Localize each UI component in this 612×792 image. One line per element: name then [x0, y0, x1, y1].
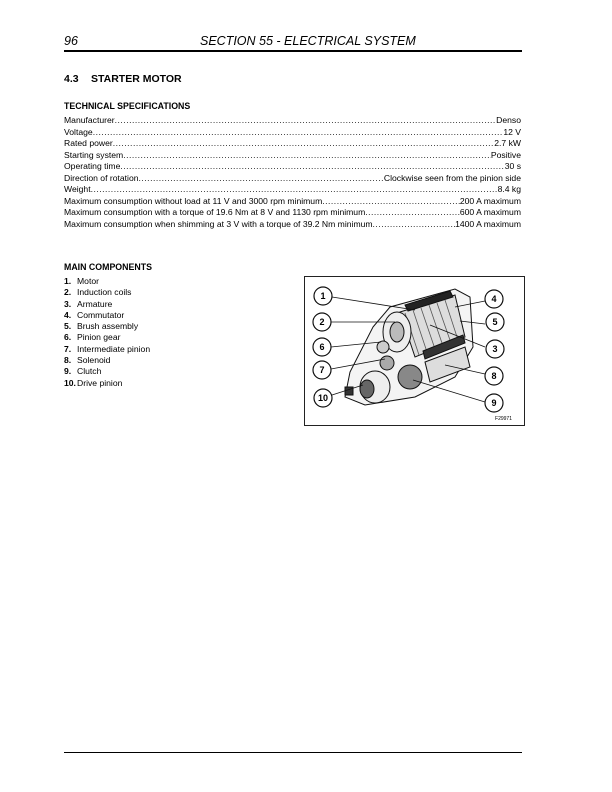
spec-row — [64, 173, 521, 185]
component-item — [64, 344, 150, 355]
callout-number: 5 — [492, 317, 498, 328]
dot-leader — [322, 196, 460, 208]
callout-number: 7 — [319, 365, 325, 376]
callout-number: 1 — [320, 291, 326, 302]
spec-label: Operating time — [64, 161, 121, 171]
page-number: 96 — [64, 34, 78, 48]
starter-motor-illustration — [305, 277, 524, 425]
spec-row — [64, 196, 521, 208]
component-item — [64, 355, 150, 366]
spec-value: 2.7 kW — [494, 138, 521, 148]
spec-label: Maximum consumption without load at 11 V and 3000 rpm minimum — [64, 195, 323, 206]
dot-leader — [365, 207, 460, 219]
spec-row — [64, 184, 521, 196]
figure-code: F29971 — [495, 416, 512, 422]
dot-leader — [93, 127, 504, 139]
callout-number: 6 — [319, 342, 325, 353]
dot-leader — [120, 161, 504, 173]
component-item — [64, 299, 150, 310]
component-item — [64, 287, 150, 298]
callout-2 — [313, 313, 331, 331]
components-heading: MAIN COMPONENTS — [64, 262, 152, 272]
component-label: Pinion gear — [77, 332, 121, 343]
component-label: Clutch — [77, 366, 102, 377]
dot-leader — [115, 115, 497, 127]
component-number: 2. — [64, 287, 72, 298]
callout-7 — [313, 361, 331, 379]
spec-value: 8.4 kg — [497, 184, 521, 194]
spec-row — [64, 115, 521, 127]
callout-3 — [486, 340, 504, 358]
spec-label: Manufacturer — [64, 115, 115, 125]
spec-label: Direction of rotation — [64, 172, 139, 183]
component-number: 7. — [64, 343, 72, 354]
callout-number: 8 — [491, 371, 497, 382]
spec-label: Rated power — [64, 138, 113, 148]
component-item — [64, 276, 150, 287]
spec-row — [64, 150, 521, 162]
component-item — [64, 310, 150, 321]
spec-value: 12 V — [503, 126, 521, 137]
component-label: Commutator — [77, 309, 125, 320]
spec-value: 1400 A maximum — [455, 218, 521, 229]
component-label: Armature — [77, 298, 113, 309]
component-number: 5. — [64, 321, 72, 332]
spec-value: 30 s — [504, 161, 521, 171]
component-number: 6. — [64, 332, 72, 343]
dot-leader — [91, 184, 498, 196]
callout-8 — [485, 367, 503, 385]
spec-value: Denso — [496, 115, 521, 125]
callout-9 — [485, 394, 503, 412]
component-number: 8. — [64, 355, 72, 366]
callout-4 — [485, 290, 503, 308]
component-item — [64, 332, 150, 343]
dot-leader — [373, 219, 456, 231]
section-title: SECTION 55 - ELECTRICAL SYSTEM — [200, 34, 416, 48]
spec-label: Voltage — [64, 126, 93, 137]
spec-list — [64, 115, 521, 230]
spec-row — [64, 127, 521, 139]
spec-label: Weight — [64, 184, 91, 194]
component-item — [64, 366, 150, 377]
component-number: 10. — [64, 377, 76, 388]
component-item — [64, 378, 150, 389]
tech-specs-heading: TECHNICAL SPECIFICATIONS — [64, 101, 191, 111]
component-item — [64, 321, 150, 332]
component-label: Motor — [77, 276, 99, 286]
header-rule — [64, 50, 522, 52]
components-list — [64, 276, 150, 389]
component-label: Intermediate pinion — [77, 343, 151, 354]
spec-row — [64, 219, 521, 231]
spec-value: Clockwise seen from the pinion side — [383, 172, 521, 183]
component-number: 9. — [64, 366, 72, 377]
component-number: 4. — [64, 309, 72, 320]
callout-number: 2 — [319, 317, 325, 328]
callout-number: 9 — [491, 398, 497, 409]
component-label: Brush assembly — [77, 321, 139, 332]
callout-5 — [486, 313, 504, 331]
footer-rule — [64, 752, 522, 753]
spec-row — [64, 207, 521, 219]
dot-leader — [139, 173, 384, 185]
component-label: Induction coils — [77, 287, 132, 298]
component-label: Solenoid — [77, 355, 111, 366]
callout-1 — [314, 287, 332, 305]
spec-row — [64, 161, 521, 173]
callout-10 — [314, 389, 332, 407]
spec-label: Maximum consumption with a torque of 19.6 Nm at 8 V and 1130 rpm minimum — [64, 207, 366, 217]
callout-number: 10 — [317, 393, 329, 404]
spec-value: 600 A maximum — [459, 207, 521, 217]
component-number: 1. — [64, 276, 72, 286]
component-label: Drive pinion — [77, 377, 123, 388]
spec-label: Starting system — [64, 149, 124, 160]
spec-value: Positive — [490, 149, 521, 160]
spec-value: 200 A maximum — [459, 195, 521, 206]
callout-6 — [313, 338, 331, 356]
section-heading: 4.3 STARTER MOTOR — [64, 73, 182, 85]
spec-label: Maximum consumption when shimming at 3 V with a torque of 39.2 Nm minimum — [64, 218, 373, 229]
callout-number: 4 — [491, 294, 497, 305]
dot-leader — [123, 150, 491, 162]
callout-number: 3 — [492, 344, 498, 355]
dot-leader — [113, 138, 495, 150]
starter-motor-figure — [304, 276, 525, 426]
spec-row — [64, 138, 521, 150]
component-number: 3. — [64, 298, 72, 309]
